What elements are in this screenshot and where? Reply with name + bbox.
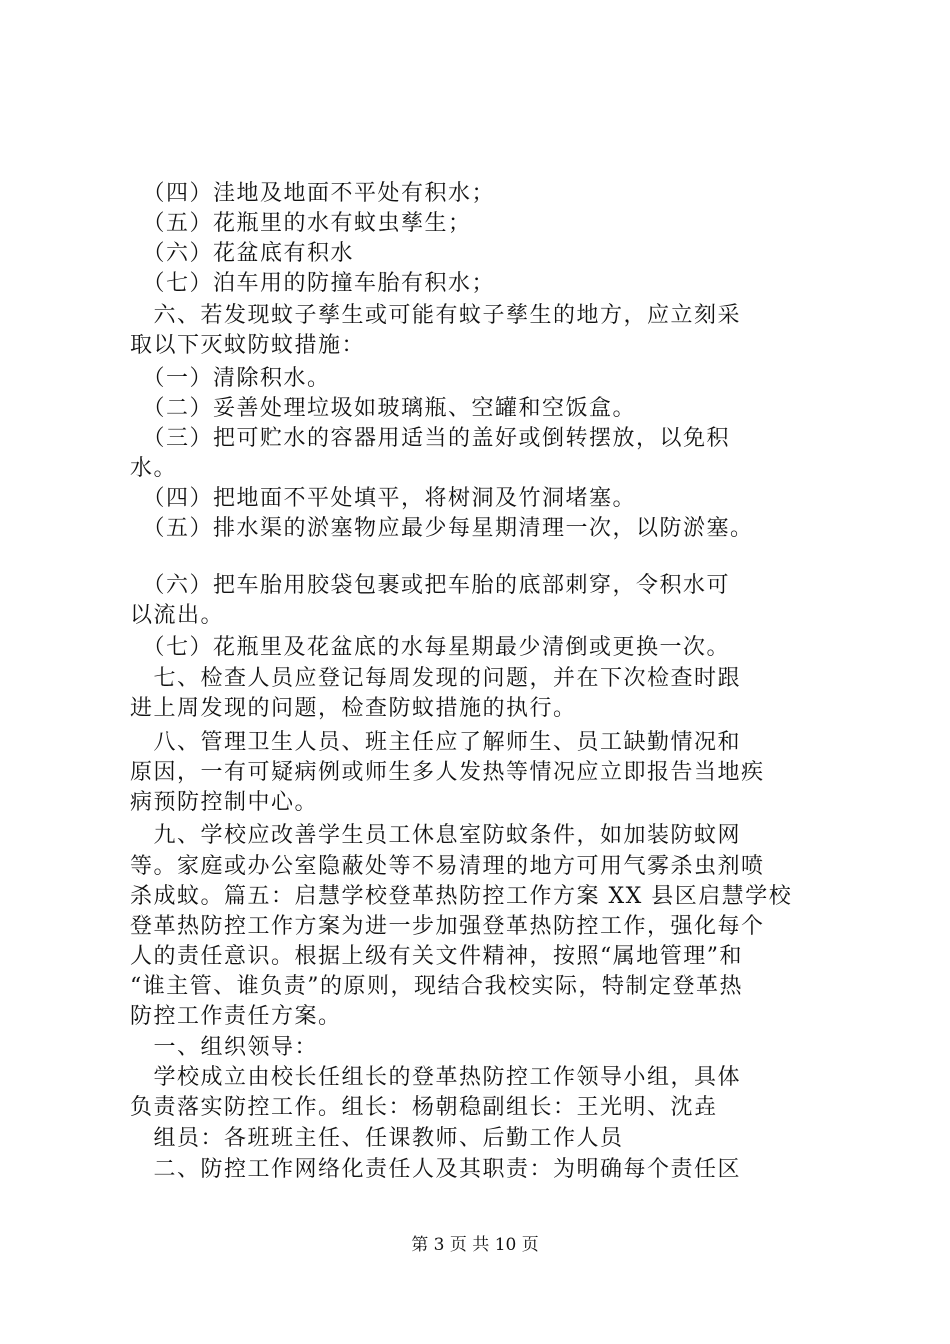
- text-line: （四）洼地及地面不平处有积水；: [130, 181, 496, 206]
- text-line: 水。: [130, 456, 178, 481]
- text-line: （二）妥善处理垃圾如玻璃瓶、空罐和空饭盒。: [130, 396, 637, 421]
- text-line: 等。家庭或办公室隐蔽处等不易清理的地方可用气雾杀虫剂喷: [130, 854, 765, 879]
- text-line: 六、若发现蚊子孳生或可能有蚊子孳生的地方，应立刻采: [130, 303, 742, 328]
- text-line: “谁主管、谁负责”的原则，现结合我校实际，特制定登革热: [130, 974, 743, 999]
- text-line: 原因，一有可疑病例或师生多人发热等情况应立即报告当地疾: [130, 760, 765, 785]
- text-line: 进上周发现的问题，检查防蚊措施的执行。: [130, 696, 577, 721]
- text-line: 防控工作责任方案。: [130, 1004, 342, 1029]
- text-line: 取以下灭蚊防蚊措施：: [130, 333, 366, 358]
- text-line: 组员：各班班主任、任课教师、后勤工作人员: [130, 1126, 624, 1151]
- text-line: （四）把地面不平处填平，将树洞及竹洞堵塞。: [130, 486, 637, 511]
- text-line: 八、管理卫生人员、班主任应了解师生、员工缺勤情况和: [130, 730, 742, 755]
- text-line: 杀成蚊。篇五：启慧学校登革热防控工作方案 XX 县区启慧学校: [130, 884, 793, 909]
- text-line: （五）花瓶里的水有蚊虫孳生；: [130, 211, 472, 236]
- text-line: （七）泊车用的防撞车胎有积水；: [130, 271, 496, 296]
- text-line: （六）花盆底有积水: [130, 241, 355, 266]
- text-line: 以流出。: [130, 603, 225, 628]
- text-line: （三）把可贮水的容器用适当的盖好或倒转摆放，以免积: [130, 426, 731, 451]
- text-line: 七、检查人员应登记每周发现的问题，并在下次检查时跟: [130, 666, 742, 691]
- text-line: 登革热防控工作方案为进一步加强登革热防控工作，强化每个: [130, 914, 765, 939]
- text-line: 学校成立由校长任组长的登革热防控工作领导小组，具体: [130, 1065, 742, 1090]
- page-number-footer: 第 3 页 共 10 页: [411, 1235, 539, 1255]
- text-line: 一、组织领导：: [130, 1035, 319, 1060]
- text-line: 人的责任意识。根据上级有关文件精神，按照“属地管理”和: [130, 944, 743, 969]
- text-line: 九、学校应改善学生员工休息室防蚊条件，如加装防蚊网: [130, 823, 742, 848]
- text-line: （五）排水渠的淤塞物应最少每星期清理一次，以防淤塞。: [130, 516, 754, 541]
- text-line: 二、防控工作网络化责任人及其职责：为明确每个责任区: [130, 1157, 742, 1182]
- text-line: （七）花瓶里及花盆底的水每星期最少清倒或更换一次。: [130, 635, 731, 660]
- text-line: 病预防控制中心。: [130, 790, 319, 815]
- text-line: （一）清除积水。: [130, 366, 331, 391]
- text-line: （六）把车胎用胶袋包裹或把车胎的底部刺穿，令积水可: [130, 573, 731, 598]
- text-line: 负责落实防控工作。组长：杨朝稳副组长：王光明、沈垚: [130, 1095, 718, 1120]
